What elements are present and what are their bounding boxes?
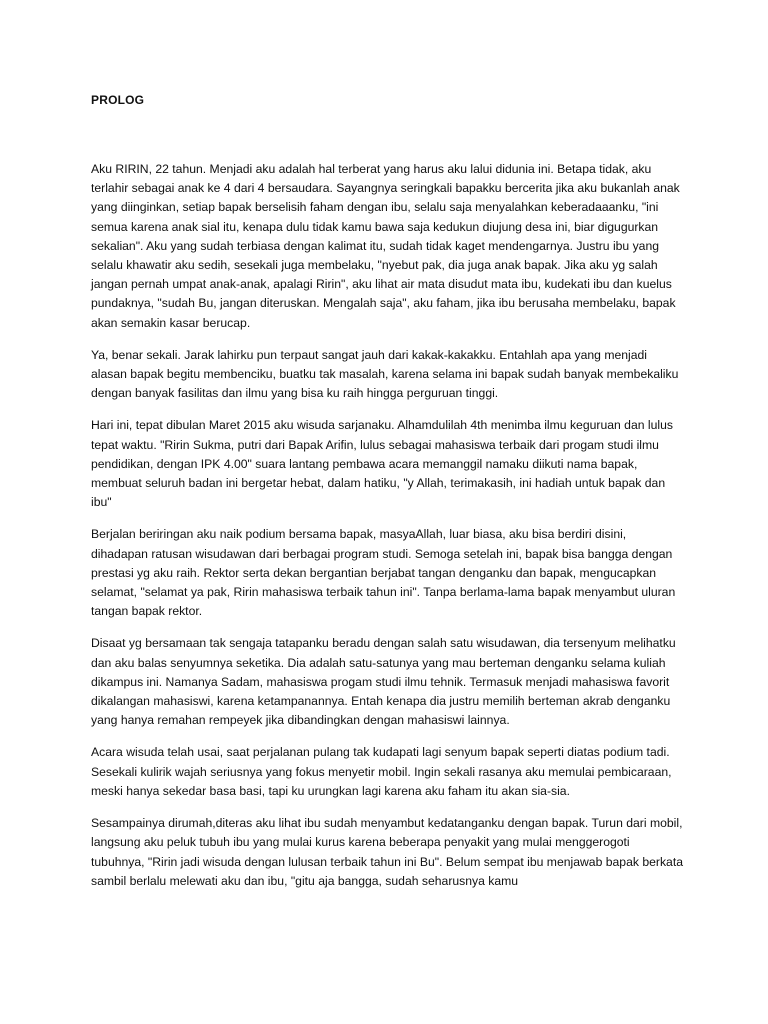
paragraph-2: Ya, benar sekali. Jarak lahirku pun terpaut sangat jauh dari kakak-kakakku. Entahlah apa yang menjadi alasan bapak begitu membenciku, buatku tak masalah, karena selama ini bapak sudah banyak membekaliku dengan banyak fasilitas dan ilmu yang bisa ku raih hingga perguruan tinggi. [91,347,679,401]
paragraph-6: Acara wisuda telah usai, saat perjalanan pulang tak kudapati lagi senyum bapak seperti diatas podium tadi. Sesekali kulirik wajah seriusnya yang fokus menyetir mobil. Ingin sekali rasanya aku memulai pembicaraan, meski hanya sekedar basa basi, tapi ku urungkan lagi karena aku faham itu akan sia-sia. [91,745,672,798]
paragraph-3: Hari ini, tepat dibulan Maret 2015 aku wisuda sarjanaku. Alhamdulilah 4th menimba ilmu keguruan dan lulus tepat waktu. "Ririn Sukma, putri dari Bapak Arifin, lulus sebagai mahasiswa terbaik dari progam studi ilmu pendidikan, dengan IPK 4.00" suara lantang pembawa acara memanggil namaku diikuti nama bapak, membuat seluruh badan ini bergetar hebat, dalam hatiku, "y Allah, terimakasih, ini hadiah untuk bapak dan ibu" [91,418,673,510]
paragraph-5: Disaat yg bersamaan tak sengaja tatapanku beradu dengan salah satu wisudawan, dia tersenyum melihatku dan aku balas senyumnya seketika. Dia adalah satu-satunya yang mau berteman denganku selama kuliah dikampus ini. Namanya Sadam, mahasiswa progam studi ilmu tehnik. Termasuk menjadi mahasiswa favorit dikalangan mahasiswi, karena ketampanannya. Entah kenapa dia justru memilih berteman akrab denganku yang hanya remahan rempeyek jika dibandingkan dengan mahasiswi lainnya. [91,636,676,728]
paragraph-4: Berjalan beriringan aku naik podium bersama bapak, masyaAllah, luar biasa, aku bisa berdiri disini, dihadapan ratusan wisudawan dari berbagai program studi. Semoga setelah ini, bapak bisa bangga dengan prestasi yg aku raih. Rektor serta dekan bergantian berjabat tangan denganku dan bapak, mengucapkan selamat, "selamat ya pak, Ririn mahasiswa terbaik tahun ini". Tanpa berlama-lama bapak menyambut uluran tangan bapak rektor. [91,527,676,619]
paragraph-7: Sesampainya dirumah,diteras aku lihat ibu sudah menyambut kedatanganku dengan bapak. Turun dari mobil, langsung aku peluk tubuh ibu yang mulai kurus karena beberapa penyakit yang mulai menggerogoti tubuhnya, "Ririn jadi wisuda dengan lulusan terbaik tahun ini Bu". Belum sempat ibu menjawab bapak berkata sambil berlalu melewati aku dan ibu, "gitu aja bangga, sudah seharusnya kamu [91,816,683,888]
document-title: PROLOG [91,93,145,107]
document-body [91,160,685,904]
paragraph-1: Aku RIRIN, 22 tahun. Menjadi aku adalah hal terberat yang harus aku lalui didunia ini. Betapa tidak, aku terlahir sebagai anak ke 4 dari 4 bersaudara. Sayangnya seringkali bapakku bercerita jika aku bukanlah anak yang diinginkan, setiap bapak berselisih faham dengan ibu, selalu saja menyalahkan keberadaaanku, "ini semua karena anak sial itu, kenapa dulu tidak kamu bawa saja kedukun diujung desa ini, biar digugurkan sekalian". Aku yang sudah terbiasa dengan kalimat itu, sudah tidak kaget mendengarnya. Justru ibu yang selalu khawatir aku sedih, sesekali juga membelaku, "nyebut pak, dia juga anak bapak. Jika aku yg salah jangan pernah umpat anak-anak, apalagi Ririn", aku lihat air mata disudut mata ibu, kudekati ibu dan kuelus pundaknya, "sudah Bu, jangan diteruskan. Mengalah saja", aku faham, jika ibu berusaha membelaku, bapak akan semakin kasar berucap. [91,162,680,330]
